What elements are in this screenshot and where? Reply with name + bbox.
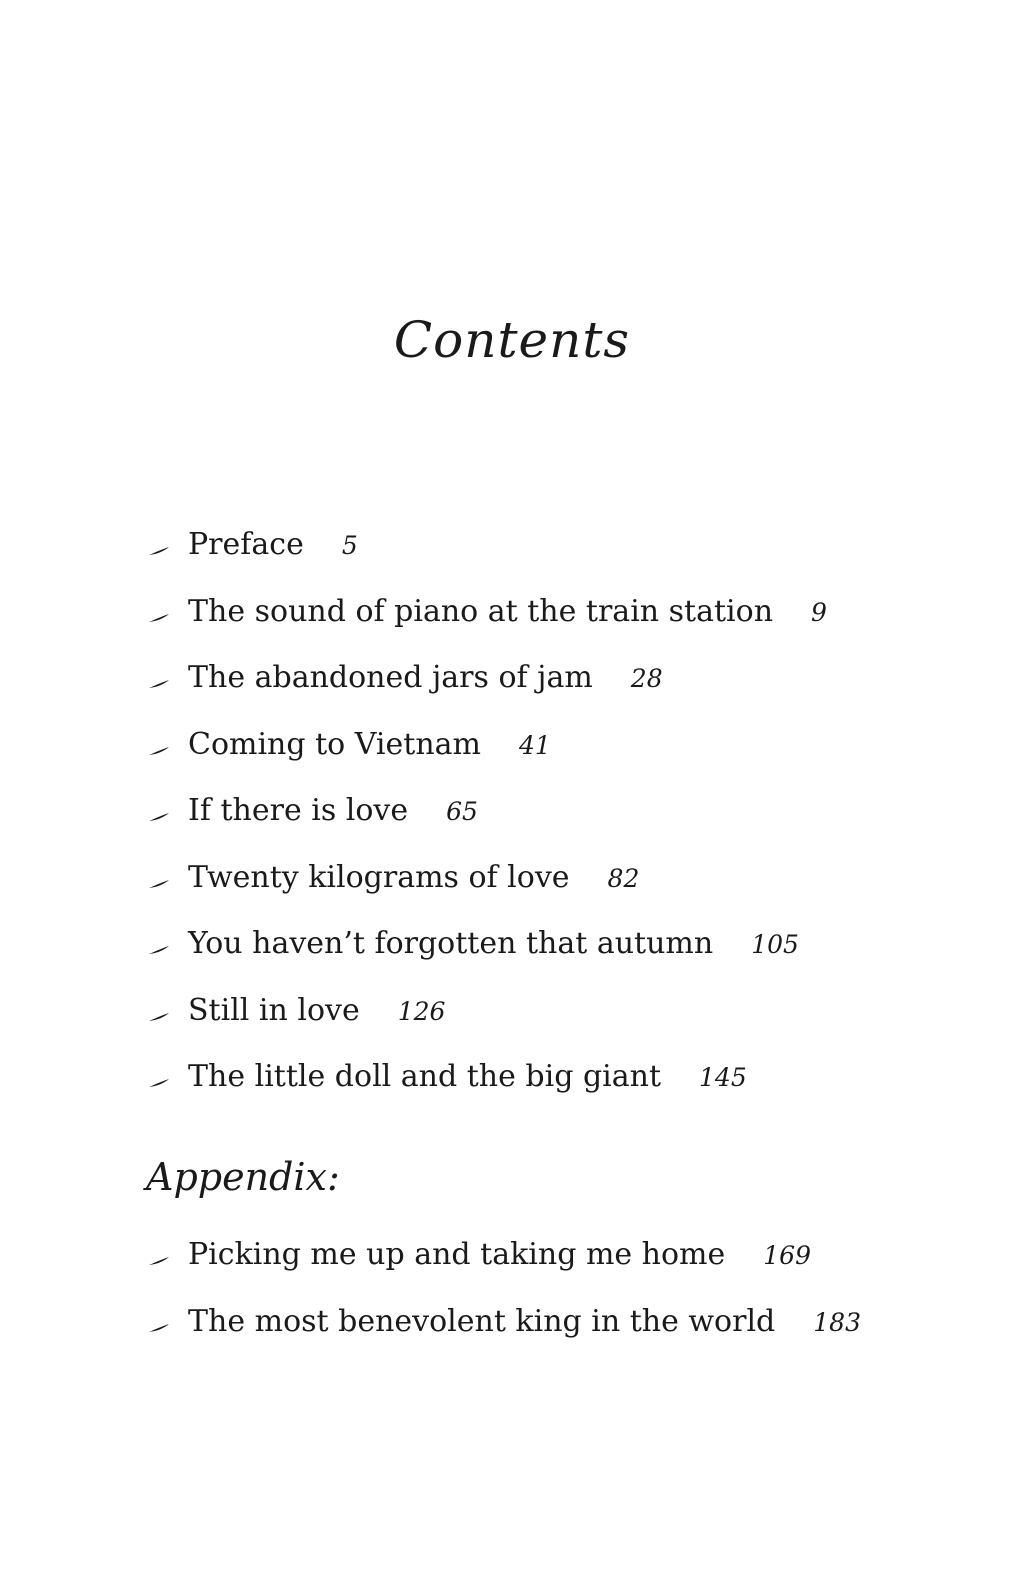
quill-bullet-icon — [148, 1323, 170, 1333]
toc-item-page: 9 — [811, 597, 827, 627]
appendix-item-page: 169 — [763, 1241, 811, 1270]
toc-item-page: 105 — [751, 930, 799, 959]
toc-item-label: If there is love 65 — [188, 793, 478, 828]
toc-item-label: Coming to Vietnam 41 — [188, 726, 551, 762]
appendix-item-label: The most benevolent king in the world 183 — [188, 1303, 861, 1339]
toc-item-label: Preface 5 — [188, 527, 358, 562]
quill-bullet-icon — [148, 945, 170, 955]
quill-bullet-icon — [148, 1078, 170, 1088]
toc-item-page: 82 — [607, 863, 640, 893]
page-title: Contents — [393, 311, 631, 369]
quill-bullet-icon — [148, 613, 170, 623]
toc-item-page: 28 — [630, 664, 663, 693]
quill-bullet-icon — [148, 746, 170, 756]
quill-bullet-icon — [148, 1256, 170, 1266]
toc-item-page: 41 — [518, 730, 551, 760]
quill-bullet-icon — [148, 879, 170, 889]
toc-item-page: 65 — [446, 797, 478, 826]
toc-item-label: The sound of piano at the train station 9 — [188, 593, 827, 629]
toc-item-page: 5 — [341, 531, 358, 560]
quill-bullet-icon — [148, 546, 170, 556]
toc-item-page: 145 — [699, 1063, 747, 1092]
toc-item-label: Still in love 126 — [188, 992, 446, 1028]
toc-item-label: You haven’t forgotten that autumn 105 — [188, 926, 799, 961]
quill-bullet-icon — [148, 812, 170, 822]
toc-item-label: The abandoned jars of jam 28 — [188, 660, 663, 695]
appendix-heading: Appendix: — [146, 1155, 340, 1199]
quill-bullet-icon — [148, 679, 170, 689]
toc-item-page: 126 — [397, 996, 446, 1026]
toc-item-label: The little doll and the big giant 145 — [188, 1059, 747, 1094]
appendix-item-label: Picking me up and taking me home 169 — [188, 1237, 811, 1272]
toc-item-label: Twenty kilograms of love 82 — [188, 859, 640, 895]
quill-bullet-icon — [148, 1012, 170, 1022]
appendix-item-page: 183 — [813, 1307, 861, 1337]
